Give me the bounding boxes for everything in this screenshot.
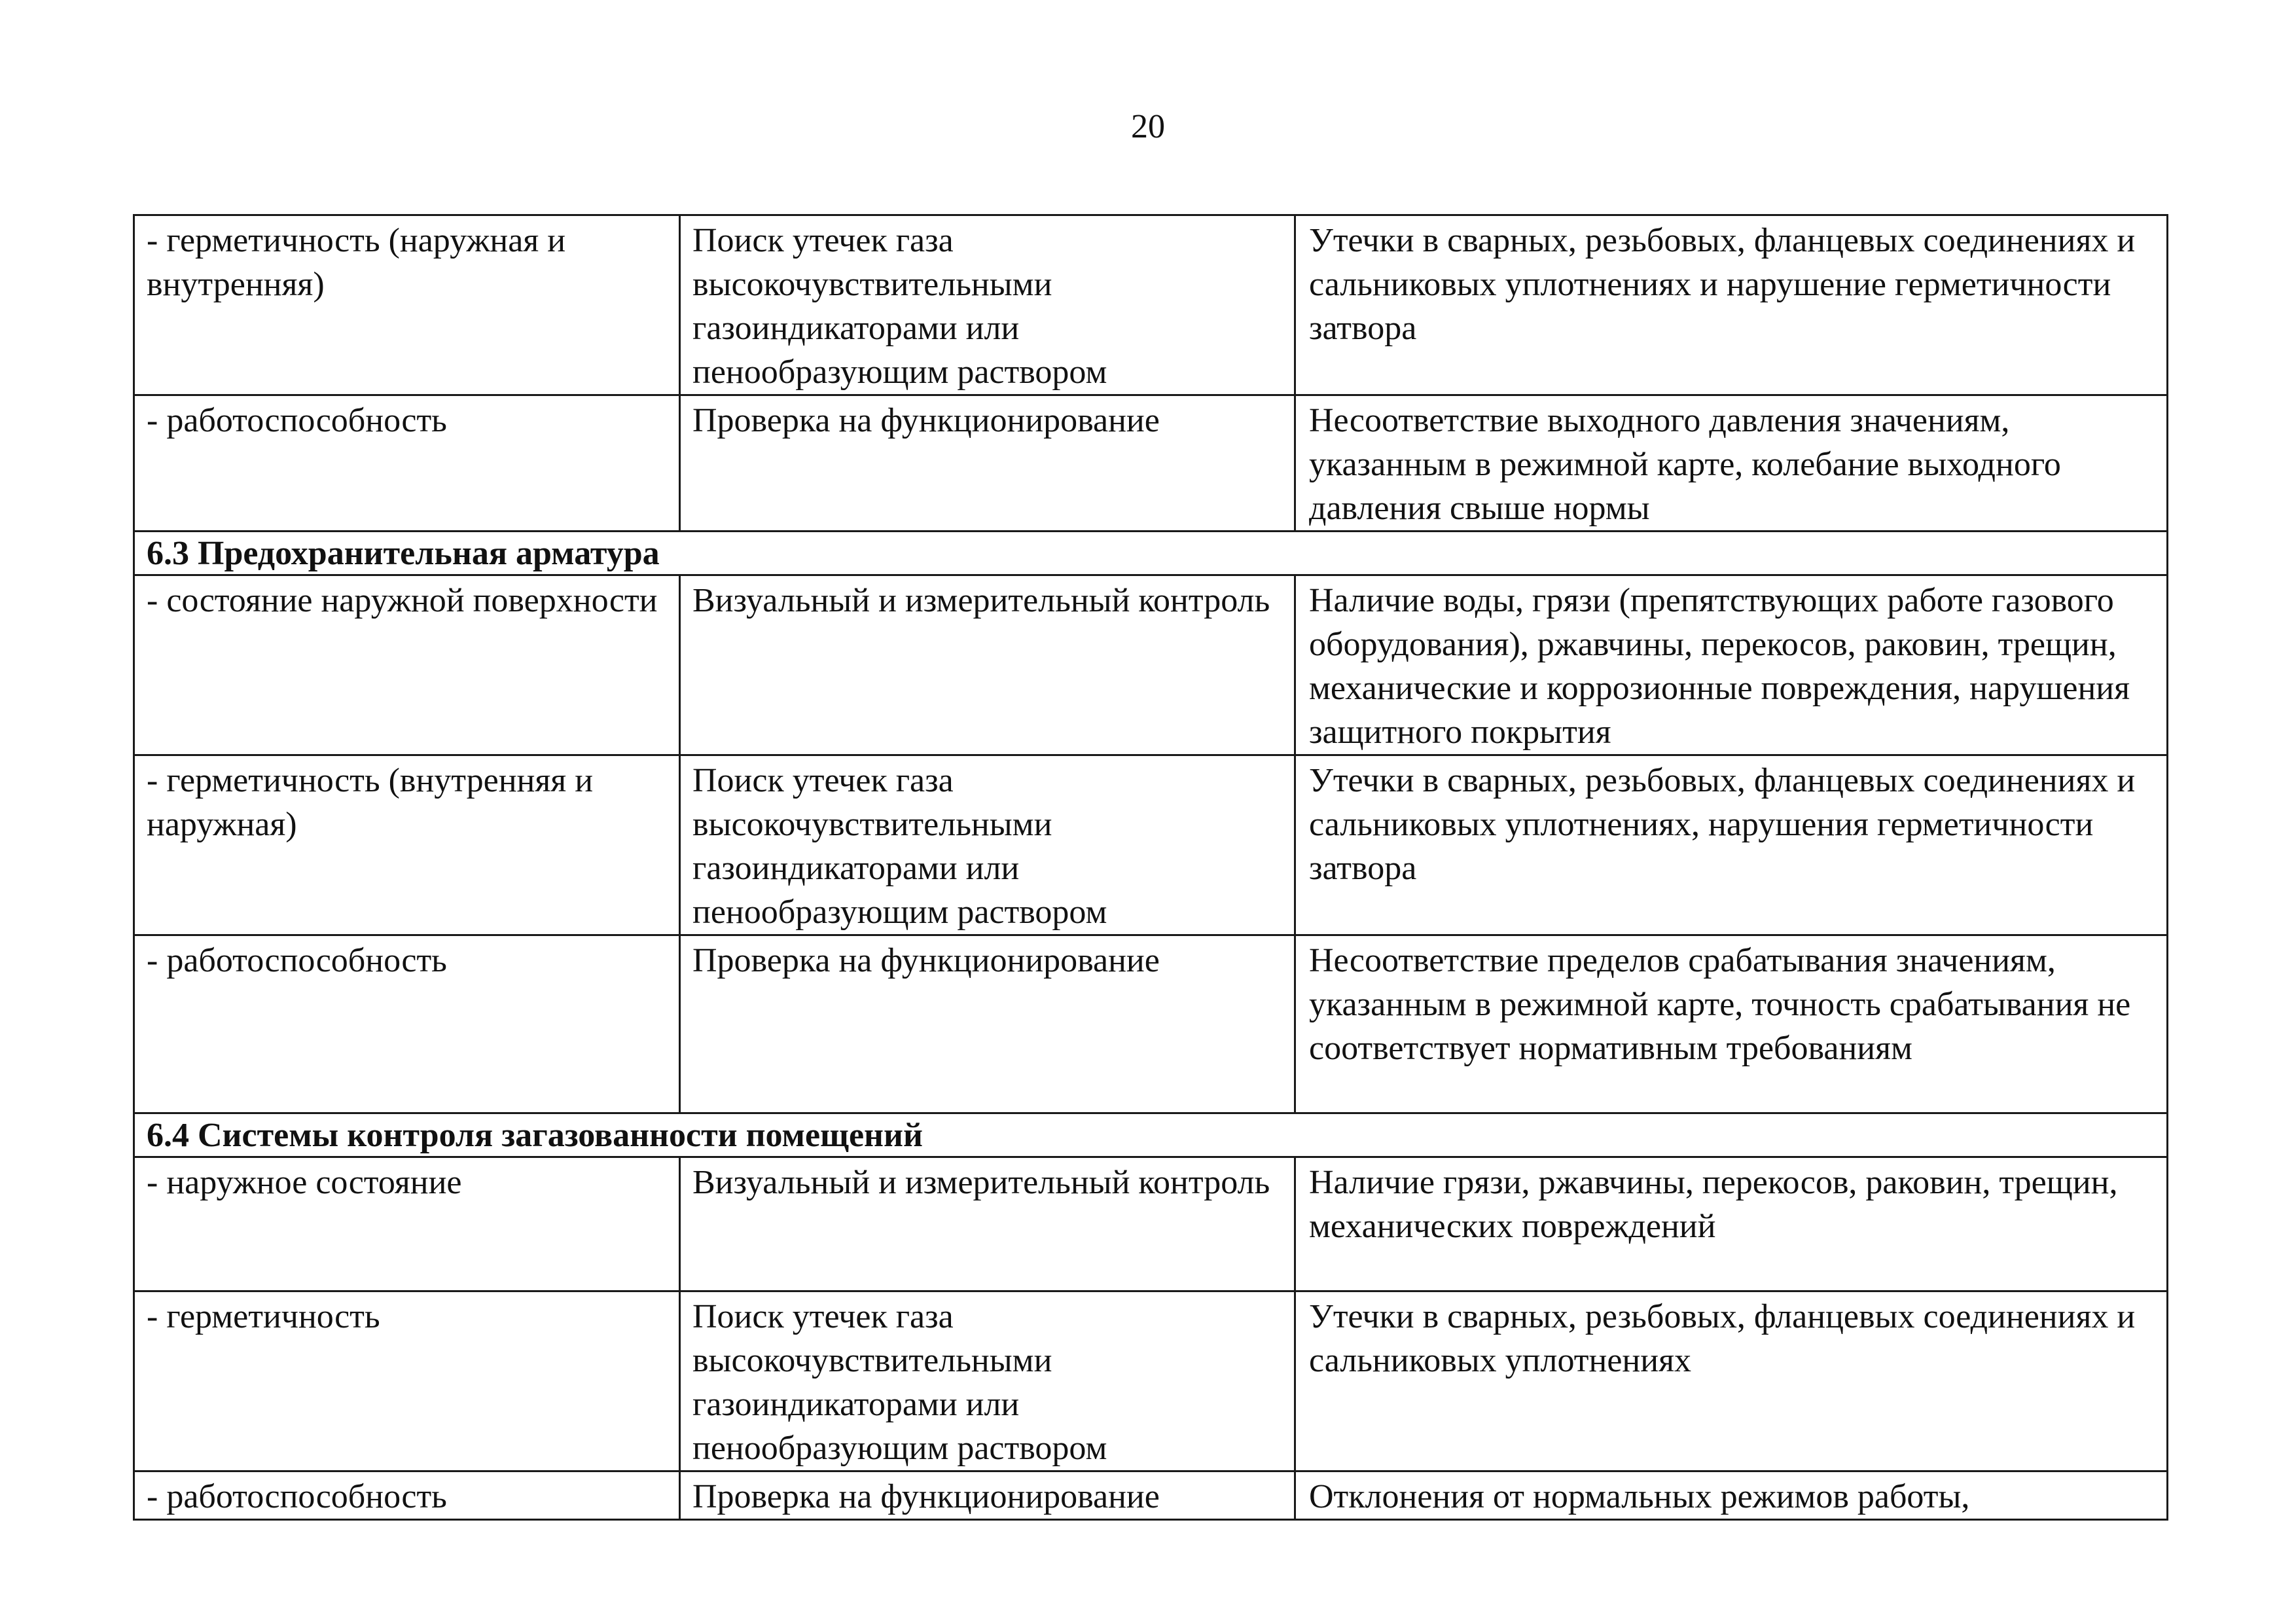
criteria-cell: Несоответствие пределов срабатывания значениям, указанным в режимной карте, точность срабатывания не соответствует нормативным требованиям	[1295, 935, 2168, 1113]
table-row	[134, 1291, 2168, 1471]
method-cell: Визуальный и измерительный контроль	[680, 1157, 1295, 1291]
method-cell: Поиск утечек газа высокочувствительными газоиндикаторами или пенообразующим раствором	[680, 1291, 1295, 1471]
inspection-table	[133, 214, 2168, 1521]
table-row	[134, 1471, 2168, 1520]
param-cell: - работоспособность	[134, 1471, 680, 1520]
criteria-cell: Утечки в сварных, резьбовых, фланцевых соединениях и сальниковых уплотнениях, нарушения герметичности затвора	[1295, 755, 2168, 935]
param-cell: - состояние наружной поверхности	[134, 575, 680, 755]
param-cell: - герметичность (внутренняя и наружная)	[134, 755, 680, 935]
method-cell: Проверка на функционирование	[680, 395, 1295, 532]
section-title: 6.3 Предохранительная арматура	[134, 532, 2168, 575]
section-row	[134, 532, 2168, 575]
section-title: 6.4 Системы контроля загазованности помещений	[134, 1113, 2168, 1157]
param-cell: - герметичность	[134, 1291, 680, 1471]
criteria-cell: Несоответствие выходного давления значениям, указанным в режимной карте, колебание выходного давления свыше нормы	[1295, 395, 2168, 532]
table-row	[134, 215, 2168, 395]
criteria-cell: Наличие воды, грязи (препятствующих работе газового оборудования), ржавчины, перекосов, раковин, трещин, механические и коррозионные повреждения, нарушения защитного покрытия	[1295, 575, 2168, 755]
criteria-cell: Наличие грязи, ржавчины, перекосов, раковин, трещин, механических повреждений	[1295, 1157, 2168, 1291]
method-cell: Поиск утечек газа высокочувствительными газоиндикаторами или пенообразующим раствором	[680, 755, 1295, 935]
page-number: 20	[1131, 108, 1165, 145]
param-cell: - наружное состояние	[134, 1157, 680, 1291]
section-row	[134, 1113, 2168, 1157]
table-row	[134, 395, 2168, 532]
criteria-cell: Отклонения от нормальных режимов работы,	[1295, 1471, 2168, 1520]
param-cell: - герметичность (наружная и внутренняя)	[134, 215, 680, 395]
param-cell: - работоспособность	[134, 395, 680, 532]
table-row	[134, 575, 2168, 755]
criteria-cell: Утечки в сварных, резьбовых, фланцевых соединениях и сальниковых уплотнениях и нарушение герметичности затвора	[1295, 215, 2168, 395]
method-cell: Проверка на функционирование	[680, 935, 1295, 1113]
table-row	[134, 935, 2168, 1113]
table-row	[134, 755, 2168, 935]
method-cell: Поиск утечек газа высокочувствительными газоиндикаторами или пенообразующим раствором	[680, 215, 1295, 395]
criteria-cell: Утечки в сварных, резьбовых, фланцевых соединениях и сальниковых уплотнениях	[1295, 1291, 2168, 1471]
table-row	[134, 1157, 2168, 1291]
method-cell: Проверка на функционирование	[680, 1471, 1295, 1520]
method-cell: Визуальный и измерительный контроль	[680, 575, 1295, 755]
param-cell: - работоспособность	[134, 935, 680, 1113]
